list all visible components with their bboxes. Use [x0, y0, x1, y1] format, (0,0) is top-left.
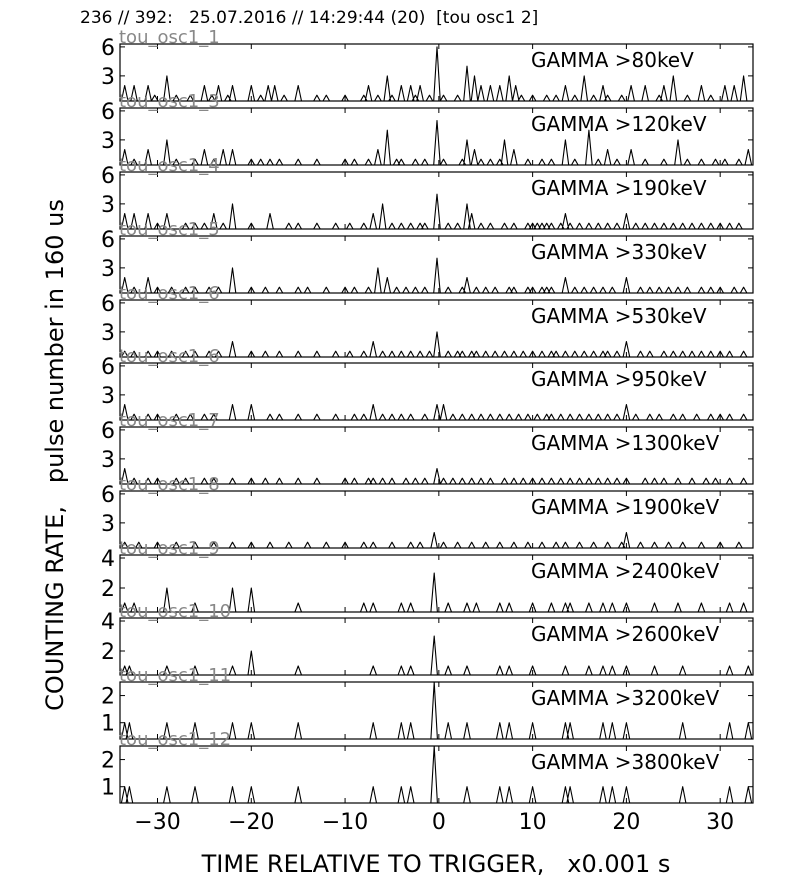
panel-label: GAMMA >1900keV — [531, 495, 720, 519]
panel-label: GAMMA >2600keV — [531, 622, 720, 646]
y-tick-label: 6 — [101, 354, 115, 380]
panel-label: GAMMA >530keV — [531, 304, 707, 328]
panel-tag: tou_osc1_11 — [119, 665, 232, 686]
y-tick-label: 6 — [101, 291, 115, 317]
panel-7 — [101, 410, 753, 484]
x-tick-label: 0 — [431, 810, 446, 835]
panel-tag: tou_osc1_7 — [119, 410, 220, 431]
y-tick-label: 3 — [101, 256, 115, 282]
panel-tag: tou_osc1_8 — [119, 474, 220, 495]
panel-label: GAMMA >3200keV — [531, 686, 720, 710]
panel-4 — [101, 219, 753, 293]
panel-label: GAMMA >1300keV — [531, 431, 720, 455]
y-tick-label: 6 — [101, 35, 115, 61]
y-tick-label: 4 — [101, 547, 115, 572]
panel-3 — [101, 155, 753, 229]
panel-label: GAMMA >120keV — [531, 112, 707, 136]
y-tick-label: 2 — [101, 748, 115, 774]
y-tick-label: 3 — [101, 128, 115, 154]
panel-tag: tou_osc1_6 — [119, 346, 220, 367]
panel-tag: tou_osc1_5 — [119, 219, 220, 240]
x-axis-label: TIME RELATIVE TO TRIGGER, x0.001 s — [201, 850, 671, 878]
y-tick-label: 2 — [101, 684, 115, 710]
x-tick-label: −10 — [321, 810, 369, 835]
panel-label: GAMMA >330keV — [531, 240, 707, 264]
panel-tag: tou_osc1_3 — [119, 91, 220, 112]
y-tick-label: 2 — [101, 640, 115, 665]
panel-label: GAMMA >80keV — [531, 48, 694, 72]
panel-tag: tou_osc1_1 — [119, 27, 220, 48]
y-tick-label: 3 — [101, 64, 115, 90]
panel-tag: tou_osc1_10 — [119, 601, 232, 622]
panel-tag: tou_osc1_6 — [119, 283, 220, 304]
panel-11 — [101, 665, 753, 739]
y-tick-label: 4 — [101, 610, 115, 635]
panel-1 — [101, 27, 753, 101]
panel-tag: tou_osc1_12 — [119, 729, 232, 750]
y-tick-label: 3 — [101, 511, 115, 537]
y-tick-label: 6 — [101, 418, 115, 444]
y-tick-label: 6 — [101, 99, 115, 125]
y-tick-label: 2 — [101, 577, 115, 602]
y-tick-label: 6 — [101, 482, 115, 508]
panel-label: GAMMA >950keV — [531, 367, 707, 391]
panel-tag: tou_osc1_9 — [119, 538, 220, 559]
y-tick-label: 3 — [101, 320, 115, 346]
panel-2 — [101, 91, 753, 165]
panel-label: GAMMA >3800keV — [531, 750, 720, 774]
x-tick-label: 30 — [706, 810, 735, 835]
figure-header: 236 // 392: 25.07.2016 // 14:29:44 (20) [tou osc1 2] — [80, 8, 539, 28]
panel-tag: tou_osc1_4 — [119, 155, 220, 176]
x-tick-label: 10 — [518, 810, 547, 835]
y-tick-label: 6 — [101, 227, 115, 253]
y-tick-label: 3 — [101, 192, 115, 218]
y-tick-label: 3 — [101, 447, 115, 473]
x-tick-label: −30 — [134, 810, 181, 835]
x-tick-label: −20 — [228, 810, 275, 835]
panel-12 — [101, 729, 753, 803]
x-tick-label: 20 — [612, 810, 641, 835]
panel-8 — [101, 474, 753, 548]
y-axis-label: COUNTING RATE, pulse number in 160 us — [41, 199, 69, 711]
y-tick-label: 1 — [101, 775, 115, 801]
y-tick-label: 3 — [101, 383, 115, 409]
panel-label: GAMMA >2400keV — [531, 559, 720, 583]
y-tick-label: 1 — [101, 711, 115, 737]
y-tick-label: 6 — [101, 163, 115, 189]
panel-label: GAMMA >190keV — [531, 176, 707, 200]
